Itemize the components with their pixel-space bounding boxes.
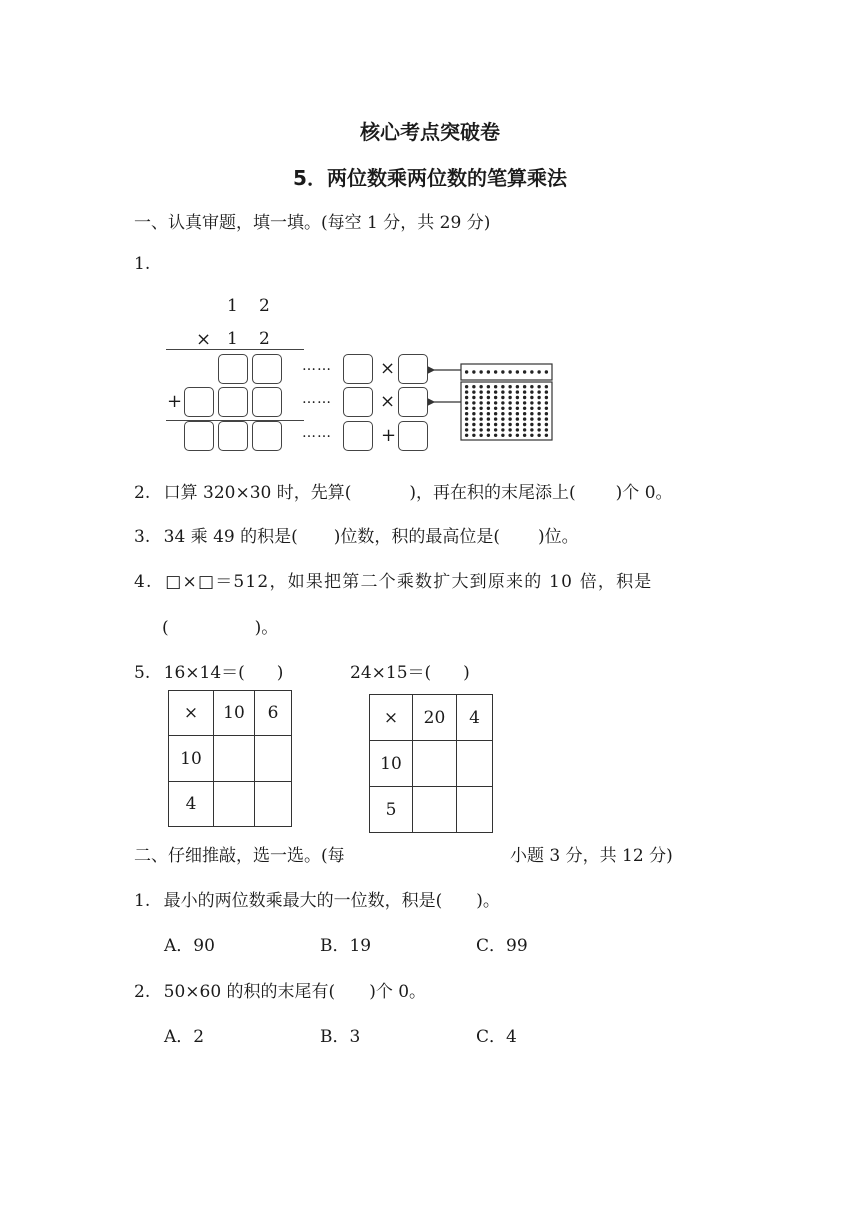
grid-cell: 6 xyxy=(255,691,292,736)
answer-box[interactable] xyxy=(184,421,214,451)
dot xyxy=(508,412,511,415)
dot xyxy=(479,385,482,388)
answer-box[interactable] xyxy=(184,387,214,417)
dot xyxy=(472,385,475,388)
dot xyxy=(508,428,511,431)
dot xyxy=(472,417,475,420)
dot xyxy=(465,412,468,415)
dot xyxy=(530,412,533,415)
dot xyxy=(501,412,504,415)
dot xyxy=(508,407,511,410)
dot xyxy=(537,428,540,431)
answer-box[interactable] xyxy=(398,421,428,451)
dot xyxy=(523,396,526,399)
s2-q1-option-a[interactable]: A．90 xyxy=(164,936,215,956)
dot xyxy=(537,434,540,437)
answer-box[interactable] xyxy=(252,354,282,384)
dot xyxy=(487,370,490,373)
dot xyxy=(479,396,482,399)
dot xyxy=(523,428,526,431)
dot xyxy=(501,385,504,388)
dot xyxy=(530,390,533,393)
s2-q2-option-a[interactable]: A．2 xyxy=(164,1027,205,1047)
q2-text-c: )个 0。 xyxy=(615,483,673,503)
dot xyxy=(472,401,475,404)
dot xyxy=(516,423,519,426)
q4-paren-open: ( xyxy=(162,618,169,638)
q3-number: 3. xyxy=(134,527,151,547)
s2-q1-line xyxy=(134,886,500,911)
dot xyxy=(479,401,482,404)
grid-answer-cell[interactable] xyxy=(214,736,255,782)
q3-line xyxy=(134,522,579,547)
dot xyxy=(501,401,504,404)
dot xyxy=(516,370,519,373)
dot xyxy=(523,401,526,404)
dot xyxy=(479,407,482,410)
answer-box[interactable] xyxy=(252,387,282,417)
multiplication-grid-1 xyxy=(168,690,292,827)
dot xyxy=(494,390,497,393)
dot-array-figure xyxy=(460,363,554,443)
dot xyxy=(479,412,482,415)
dot xyxy=(465,428,468,431)
q5-eq2-line xyxy=(350,658,470,683)
q4-number: 4. xyxy=(134,572,153,592)
dot xyxy=(516,385,519,388)
s2-q2-number: 2. xyxy=(134,982,151,1002)
dot xyxy=(494,412,497,415)
dot xyxy=(545,401,548,404)
dot xyxy=(537,401,540,404)
dot xyxy=(516,407,519,410)
dot xyxy=(487,401,490,404)
answer-box[interactable] xyxy=(398,387,428,417)
dot xyxy=(487,396,490,399)
dot xyxy=(545,417,548,420)
dot xyxy=(523,370,526,373)
q1-number: 1. xyxy=(134,254,151,274)
dot xyxy=(516,396,519,399)
grid-answer-cell[interactable] xyxy=(255,782,292,827)
s2-q1-text-end: )。 xyxy=(476,891,500,911)
dot xyxy=(479,428,482,431)
dot xyxy=(516,434,519,437)
dot xyxy=(501,390,504,393)
dot xyxy=(501,407,504,410)
grid-answer-cell[interactable] xyxy=(413,787,457,833)
dot xyxy=(465,423,468,426)
dot xyxy=(523,390,526,393)
dot xyxy=(479,417,482,420)
q5-line xyxy=(134,658,283,683)
grid-cell: 10 xyxy=(169,736,214,782)
dot xyxy=(472,412,475,415)
s2-q2-text-end: )个 0。 xyxy=(369,982,427,1002)
s2-q1-text: 最小的两位数乘最大的一位数，积是( xyxy=(163,891,443,911)
dot xyxy=(479,434,482,437)
q3-text-b: )位数，积的最高位是( xyxy=(333,527,501,547)
dot xyxy=(508,390,511,393)
dot xyxy=(508,401,511,404)
dot xyxy=(494,428,497,431)
q2-number: 2. xyxy=(134,483,151,503)
q4-paren-close: )。 xyxy=(254,618,279,638)
dot xyxy=(494,423,497,426)
dot xyxy=(537,396,540,399)
dot xyxy=(487,407,490,410)
q5-eq2: 24×15＝( xyxy=(350,663,432,683)
dot xyxy=(545,423,548,426)
grid-answer-cell[interactable] xyxy=(457,787,493,833)
sum-line-top xyxy=(166,349,304,350)
dot xyxy=(508,417,511,420)
dot xyxy=(472,396,475,399)
dot xyxy=(516,417,519,420)
dot xyxy=(545,407,548,410)
s2-q1-number: 1. xyxy=(134,891,151,911)
answer-box[interactable] xyxy=(218,387,248,417)
times-sign: × xyxy=(196,329,212,350)
dot xyxy=(545,412,548,415)
section1-heading: 一、认真审题，填一填。(每空 1 分，共 29 分) xyxy=(134,213,491,233)
dot xyxy=(479,390,482,393)
dot-leader: …… xyxy=(302,358,332,374)
times-sign: × xyxy=(380,358,396,379)
dot xyxy=(523,417,526,420)
dot xyxy=(494,401,497,404)
dot xyxy=(537,370,540,373)
answer-box[interactable] xyxy=(218,421,248,451)
dot xyxy=(523,434,526,437)
page-title: 核心考点突破卷 xyxy=(360,120,500,144)
dot xyxy=(465,407,468,410)
grid-answer-cell[interactable] xyxy=(457,741,493,787)
dot xyxy=(508,434,511,437)
s2-q2-line xyxy=(134,977,426,1002)
dot xyxy=(501,417,504,420)
q3-text-c: )位。 xyxy=(538,527,579,547)
dot xyxy=(494,385,497,388)
section2-heading-b: 小题 3 分，共 12 分) xyxy=(510,846,673,866)
dot xyxy=(472,407,475,410)
q4-text: □×□＝512，如果把第二个乘数扩大到原来的 10 倍，积是 xyxy=(165,572,653,592)
dot xyxy=(465,434,468,437)
dot-leader: …… xyxy=(302,425,332,441)
q3-text-a: 34 乘 49 的积是( xyxy=(163,527,298,547)
multiplicand-ones: 2 xyxy=(259,296,270,316)
multiplicand-tens: 1 xyxy=(227,296,238,316)
dot xyxy=(479,423,482,426)
q4-line2 xyxy=(162,613,278,638)
dot xyxy=(508,396,511,399)
plus-sign: + xyxy=(381,425,397,446)
multiplication-grid-2 xyxy=(369,694,493,833)
dot xyxy=(494,370,497,373)
dot xyxy=(465,385,468,388)
multiplier-tens: 1 xyxy=(227,329,238,349)
dot xyxy=(537,417,540,420)
dot xyxy=(465,401,468,404)
dot xyxy=(494,417,497,420)
dot xyxy=(530,385,533,388)
grid-cell: 10 xyxy=(214,691,255,736)
q2-text-a: 口算 320×30 时，先算( xyxy=(163,483,352,503)
answer-box[interactable] xyxy=(252,421,282,451)
grid-answer-cell[interactable] xyxy=(413,741,457,787)
dot xyxy=(487,434,490,437)
dot xyxy=(530,407,533,410)
dot xyxy=(545,370,548,373)
answer-box[interactable] xyxy=(343,387,373,417)
dot xyxy=(494,407,497,410)
dot xyxy=(537,423,540,426)
grid-cell: × xyxy=(169,691,214,736)
dot xyxy=(465,390,468,393)
q5-eq1: 16×14＝( xyxy=(163,663,245,683)
dot xyxy=(501,396,504,399)
dot xyxy=(508,423,511,426)
dot xyxy=(472,428,475,431)
dot xyxy=(472,423,475,426)
answer-box[interactable] xyxy=(218,354,248,384)
dot xyxy=(487,428,490,431)
s2-q1-option-b[interactable]: B．19 xyxy=(320,936,372,956)
dot xyxy=(545,385,548,388)
dot xyxy=(523,423,526,426)
grid-cell: 5 xyxy=(370,787,413,833)
q5-number: 5. xyxy=(134,663,151,683)
dot xyxy=(537,390,540,393)
dot xyxy=(530,434,533,437)
q4-line1 xyxy=(134,567,653,592)
dot xyxy=(472,434,475,437)
dot xyxy=(501,428,504,431)
dot xyxy=(523,412,526,415)
q5-eq1-end: ) xyxy=(276,663,284,683)
grid-cell: 10 xyxy=(370,741,413,787)
dot xyxy=(472,390,475,393)
q5-eq2-end: ) xyxy=(463,663,470,683)
plus-sign: + xyxy=(167,391,183,412)
dot xyxy=(530,396,533,399)
grid-cell: × xyxy=(370,695,413,741)
dot xyxy=(508,385,511,388)
dot xyxy=(530,428,533,431)
dot-leader: …… xyxy=(302,391,332,407)
times-sign: × xyxy=(380,391,396,412)
answer-box[interactable] xyxy=(343,354,373,384)
s2-q1-option-c[interactable]: C．99 xyxy=(476,936,528,956)
dot xyxy=(472,370,475,373)
dot xyxy=(487,385,490,388)
dot xyxy=(508,370,511,373)
dot xyxy=(530,423,533,426)
s2-q2-option-c[interactable]: C．4 xyxy=(476,1027,517,1047)
dot xyxy=(537,412,540,415)
dot xyxy=(537,385,540,388)
dot xyxy=(530,417,533,420)
dot xyxy=(545,434,548,437)
dot xyxy=(494,434,497,437)
dot xyxy=(465,417,468,420)
grid-cell: 4 xyxy=(169,782,214,827)
dot xyxy=(501,423,504,426)
dot xyxy=(545,428,548,431)
grid-cell: 4 xyxy=(457,695,493,741)
dot xyxy=(516,428,519,431)
dot xyxy=(516,412,519,415)
dot xyxy=(494,396,497,399)
dot xyxy=(530,401,533,404)
grid-cell: 20 xyxy=(413,695,457,741)
dot xyxy=(545,390,548,393)
dot xyxy=(487,417,490,420)
dot xyxy=(465,370,468,373)
dot xyxy=(479,370,482,373)
dot xyxy=(487,423,490,426)
section2-heading-a: 二、仔细推敲，选一选。(每 xyxy=(134,846,345,866)
answer-box[interactable] xyxy=(398,354,428,384)
dot xyxy=(487,390,490,393)
dot xyxy=(465,396,468,399)
grid-answer-cell[interactable] xyxy=(214,782,255,827)
dot xyxy=(523,385,526,388)
answer-box[interactable] xyxy=(343,421,373,451)
dot xyxy=(501,370,504,373)
dot xyxy=(501,434,504,437)
q2-line xyxy=(134,478,673,503)
dot xyxy=(516,390,519,393)
grid-answer-cell[interactable] xyxy=(255,736,292,782)
dot xyxy=(537,407,540,410)
s2-q2-option-b[interactable]: B．3 xyxy=(320,1027,361,1047)
dot xyxy=(487,412,490,415)
multiplier-ones: 2 xyxy=(259,329,270,349)
s2-q2-text: 50×60 的积的末尾有( xyxy=(163,982,336,1002)
page-subtitle: 5．两位数乘两位数的笔算乘法 xyxy=(293,166,567,190)
dot xyxy=(530,370,533,373)
dot xyxy=(523,407,526,410)
dot xyxy=(545,396,548,399)
dot xyxy=(516,401,519,404)
q2-text-b: )，再在积的末尾添上( xyxy=(409,483,576,503)
arrows xyxy=(428,360,464,415)
